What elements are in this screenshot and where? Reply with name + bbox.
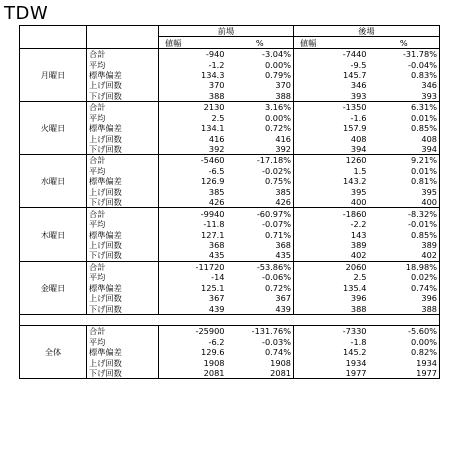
pct-second: -0.04% [369, 59, 440, 69]
pct-first: 392 [227, 144, 294, 155]
row-label: 合計 [87, 208, 159, 219]
row-label: 合計 [87, 261, 159, 272]
pct-second: 388 [369, 303, 440, 314]
pct-second: 396 [369, 293, 440, 303]
value-first: 370 [159, 80, 227, 90]
value-second: 143 [294, 229, 369, 239]
row-label: 標準偏差 [87, 347, 159, 357]
pct-first: 0.72% [264, 123, 291, 134]
value-first: 1908 [159, 358, 227, 368]
pct-first: 0.74% [264, 347, 291, 358]
value-second: 145.2 [294, 347, 369, 357]
value-second: 396 [294, 293, 369, 303]
header-blank [20, 26, 87, 37]
header-pct-1: % [227, 37, 294, 48]
pct-first: -131.76% [227, 326, 294, 337]
value-second: 394 [294, 144, 369, 155]
value-first: 127.1 [159, 229, 227, 239]
page-title: TDW [4, 3, 49, 24]
pct-second: 0.85% [369, 123, 440, 133]
value-first: 385 [159, 187, 227, 197]
pct-second: 1977 [369, 368, 440, 379]
row-label: 合計 [87, 48, 159, 59]
value-second: -1.6 [294, 113, 369, 123]
pct-second: 346 [369, 80, 440, 90]
value-first: 368 [159, 240, 227, 250]
row-label: 平均 [87, 337, 159, 347]
value-first: 2.5 [159, 113, 227, 123]
pct-second: 18.98% [369, 261, 440, 272]
day-label: 金曜日 [20, 261, 87, 314]
row-label: 上げ回数 [87, 187, 159, 197]
pct-second: -31.78% [369, 48, 440, 59]
day-label: 月曜日 [20, 48, 87, 101]
pct-first: -3.04% [227, 48, 294, 59]
row-label: 標準偏差 [87, 283, 159, 293]
pct-first: 2081 [227, 368, 294, 379]
row-label: 平均 [87, 59, 159, 69]
value-second: 388 [294, 303, 369, 314]
value-first: 126.9 [159, 176, 227, 186]
value-second: -2.2 [294, 219, 369, 229]
day-label: 火曜日 [20, 102, 87, 155]
row-label: 下げ回数 [87, 91, 159, 102]
value-second: 2060 [294, 261, 369, 272]
pct-second: 0.83% [369, 70, 440, 80]
pct-first: -60.97% [227, 208, 294, 219]
row-label: 下げ回数 [87, 197, 159, 208]
pct-first: 0.72% [264, 282, 291, 293]
table-row [20, 208, 440, 219]
pct-second: 395 [369, 187, 440, 197]
value-second: -1.8 [294, 337, 369, 347]
value-first: -940 [159, 48, 227, 59]
value-second: -1860 [294, 208, 369, 219]
value-second: 143.2 [294, 176, 369, 186]
row-label: 上げ回数 [87, 358, 159, 368]
row-label: 標準偏差 [87, 229, 159, 239]
value-second: 393 [294, 91, 369, 102]
value-first: 129.6 [159, 347, 227, 357]
value-second: 157.9 [294, 123, 369, 133]
header-value-1: 値幅 [159, 37, 227, 48]
pct-first: 0.75% [264, 176, 291, 187]
value-first: 2081 [159, 368, 227, 379]
pct-second: 393 [369, 91, 440, 102]
value-first: -9940 [159, 208, 227, 219]
table-row [20, 261, 440, 272]
pct-second: 0.85% [369, 229, 440, 239]
pct-first: 439 [227, 303, 294, 314]
value-second: 1977 [294, 368, 369, 379]
pct-first: -0.06% [262, 272, 291, 283]
pct-second: 0.01% [369, 166, 440, 176]
value-second: -7330 [294, 326, 369, 337]
header-pct-2: % [369, 37, 440, 48]
value-first: 392 [159, 144, 227, 155]
pct-first: 435 [227, 250, 294, 261]
row-label: 上げ回数 [87, 133, 159, 143]
row-label: 上げ回数 [87, 80, 159, 90]
value-second: 145.7 [294, 70, 369, 80]
pct-second: 408 [369, 133, 440, 143]
pct-second: 6.31% [369, 102, 440, 113]
pct-first: -0.03% [262, 336, 291, 347]
row-label: 平均 [87, 272, 159, 282]
value-second: 389 [294, 240, 369, 250]
row-label: 下げ回数 [87, 368, 159, 379]
value-second: 400 [294, 197, 369, 208]
pct-second: 0.00% [369, 337, 440, 347]
pct-first: -17.18% [227, 155, 294, 166]
value-second: -7440 [294, 48, 369, 59]
pct-second: 0.02% [369, 272, 440, 282]
header-blank [87, 37, 159, 48]
value-second: -9.5 [294, 59, 369, 69]
table-row [20, 102, 440, 113]
pct-first: -0.02% [262, 165, 291, 176]
pct-second: 1934 [369, 358, 440, 368]
value-second: 1260 [294, 155, 369, 166]
pct-first: 367 [275, 293, 291, 304]
day-label: 全体 [20, 326, 87, 379]
day-label: 水曜日 [20, 155, 87, 208]
table-row [20, 48, 440, 59]
value-second: -1350 [294, 102, 369, 113]
value-second: 402 [294, 250, 369, 261]
pct-second: 394 [369, 144, 440, 155]
header-row-columns [20, 37, 440, 48]
pct-second: -8.32% [369, 208, 440, 219]
stats-table-body [20, 26, 440, 379]
value-first: 2130 [159, 102, 227, 113]
header-blank [20, 37, 87, 48]
row-label: 上げ回数 [87, 240, 159, 250]
value-first: -1.2 [159, 59, 227, 69]
row-label: 標準偏差 [87, 70, 159, 80]
pct-first: 1908 [270, 357, 291, 368]
value-first: -11.8 [159, 219, 227, 229]
spacer-row [20, 314, 440, 325]
value-first: 416 [159, 133, 227, 143]
pct-first: 388 [227, 91, 294, 102]
value-first: -25900 [159, 326, 227, 337]
header-value-2: 値幅 [294, 37, 369, 48]
pct-first: 0.79% [264, 69, 291, 80]
value-second: 135.4 [294, 283, 369, 293]
spacer-cell [227, 314, 294, 325]
value-first: 134.1 [159, 123, 227, 133]
stats-table [19, 25, 440, 379]
value-second: 346 [294, 80, 369, 90]
pct-second: 9.21% [369, 155, 440, 166]
row-label: 合計 [87, 326, 159, 337]
value-first: 388 [159, 91, 227, 102]
table-row [20, 326, 440, 337]
pct-first: 385 [275, 186, 291, 197]
pct-second: 402 [369, 250, 440, 261]
spacer-cell [294, 314, 369, 325]
value-first: 367 [159, 293, 227, 303]
spacer-cell [369, 314, 440, 325]
pct-second: 389 [369, 240, 440, 250]
value-second: 1.5 [294, 166, 369, 176]
pct-second: 400 [369, 197, 440, 208]
value-first: -6.2 [159, 337, 227, 347]
row-label: 平均 [87, 219, 159, 229]
pct-first: 0.00% [264, 59, 291, 70]
value-first: -6.5 [159, 166, 227, 176]
pct-second: 0.81% [369, 176, 440, 186]
day-label: 木曜日 [20, 208, 87, 261]
value-first: -11720 [159, 261, 227, 272]
value-first: 439 [159, 303, 227, 314]
spacer-cell [87, 314, 159, 325]
value-first: 125.1 [159, 283, 227, 293]
pct-first: 426 [227, 197, 294, 208]
value-first: -14 [159, 272, 227, 282]
header-second-half: 後場 [294, 26, 440, 37]
row-label: 上げ回数 [87, 293, 159, 303]
value-first: -5460 [159, 155, 227, 166]
pct-first: -53.86% [227, 261, 294, 272]
row-label: 合計 [87, 155, 159, 166]
header-row-sessions [20, 26, 440, 37]
header-first-half: 前場 [159, 26, 294, 37]
pct-first: 368 [275, 239, 291, 250]
pct-first: 3.16% [227, 102, 294, 113]
row-label: 下げ回数 [87, 144, 159, 155]
value-second: 1934 [294, 358, 369, 368]
table-row [20, 155, 440, 166]
value-second: 2.5 [294, 272, 369, 282]
header-blank [87, 26, 159, 37]
value-first: 134.3 [159, 70, 227, 80]
pct-second: 0.82% [369, 347, 440, 357]
row-label: 標準偏差 [87, 123, 159, 133]
pct-second: 0.01% [369, 113, 440, 123]
pct-second: -5.60% [369, 326, 440, 337]
spacer-cell [20, 314, 87, 325]
value-first: 435 [159, 250, 227, 261]
value-second: 395 [294, 187, 369, 197]
row-label: 平均 [87, 113, 159, 123]
row-label: 平均 [87, 166, 159, 176]
pct-second: -0.01% [369, 219, 440, 229]
value-first: 426 [159, 197, 227, 208]
row-label: 標準偏差 [87, 176, 159, 186]
pct-first: 0.00% [264, 112, 291, 123]
row-label: 下げ回数 [87, 250, 159, 261]
value-second: 408 [294, 133, 369, 143]
pct-first: 370 [275, 80, 291, 91]
pct-first: -0.07% [262, 219, 291, 230]
pct-first: 416 [275, 133, 291, 144]
pct-first: 0.71% [264, 229, 291, 240]
row-label: 下げ回数 [87, 303, 159, 314]
row-label: 合計 [87, 102, 159, 113]
pct-second: 0.74% [369, 283, 440, 293]
spacer-cell [159, 314, 227, 325]
